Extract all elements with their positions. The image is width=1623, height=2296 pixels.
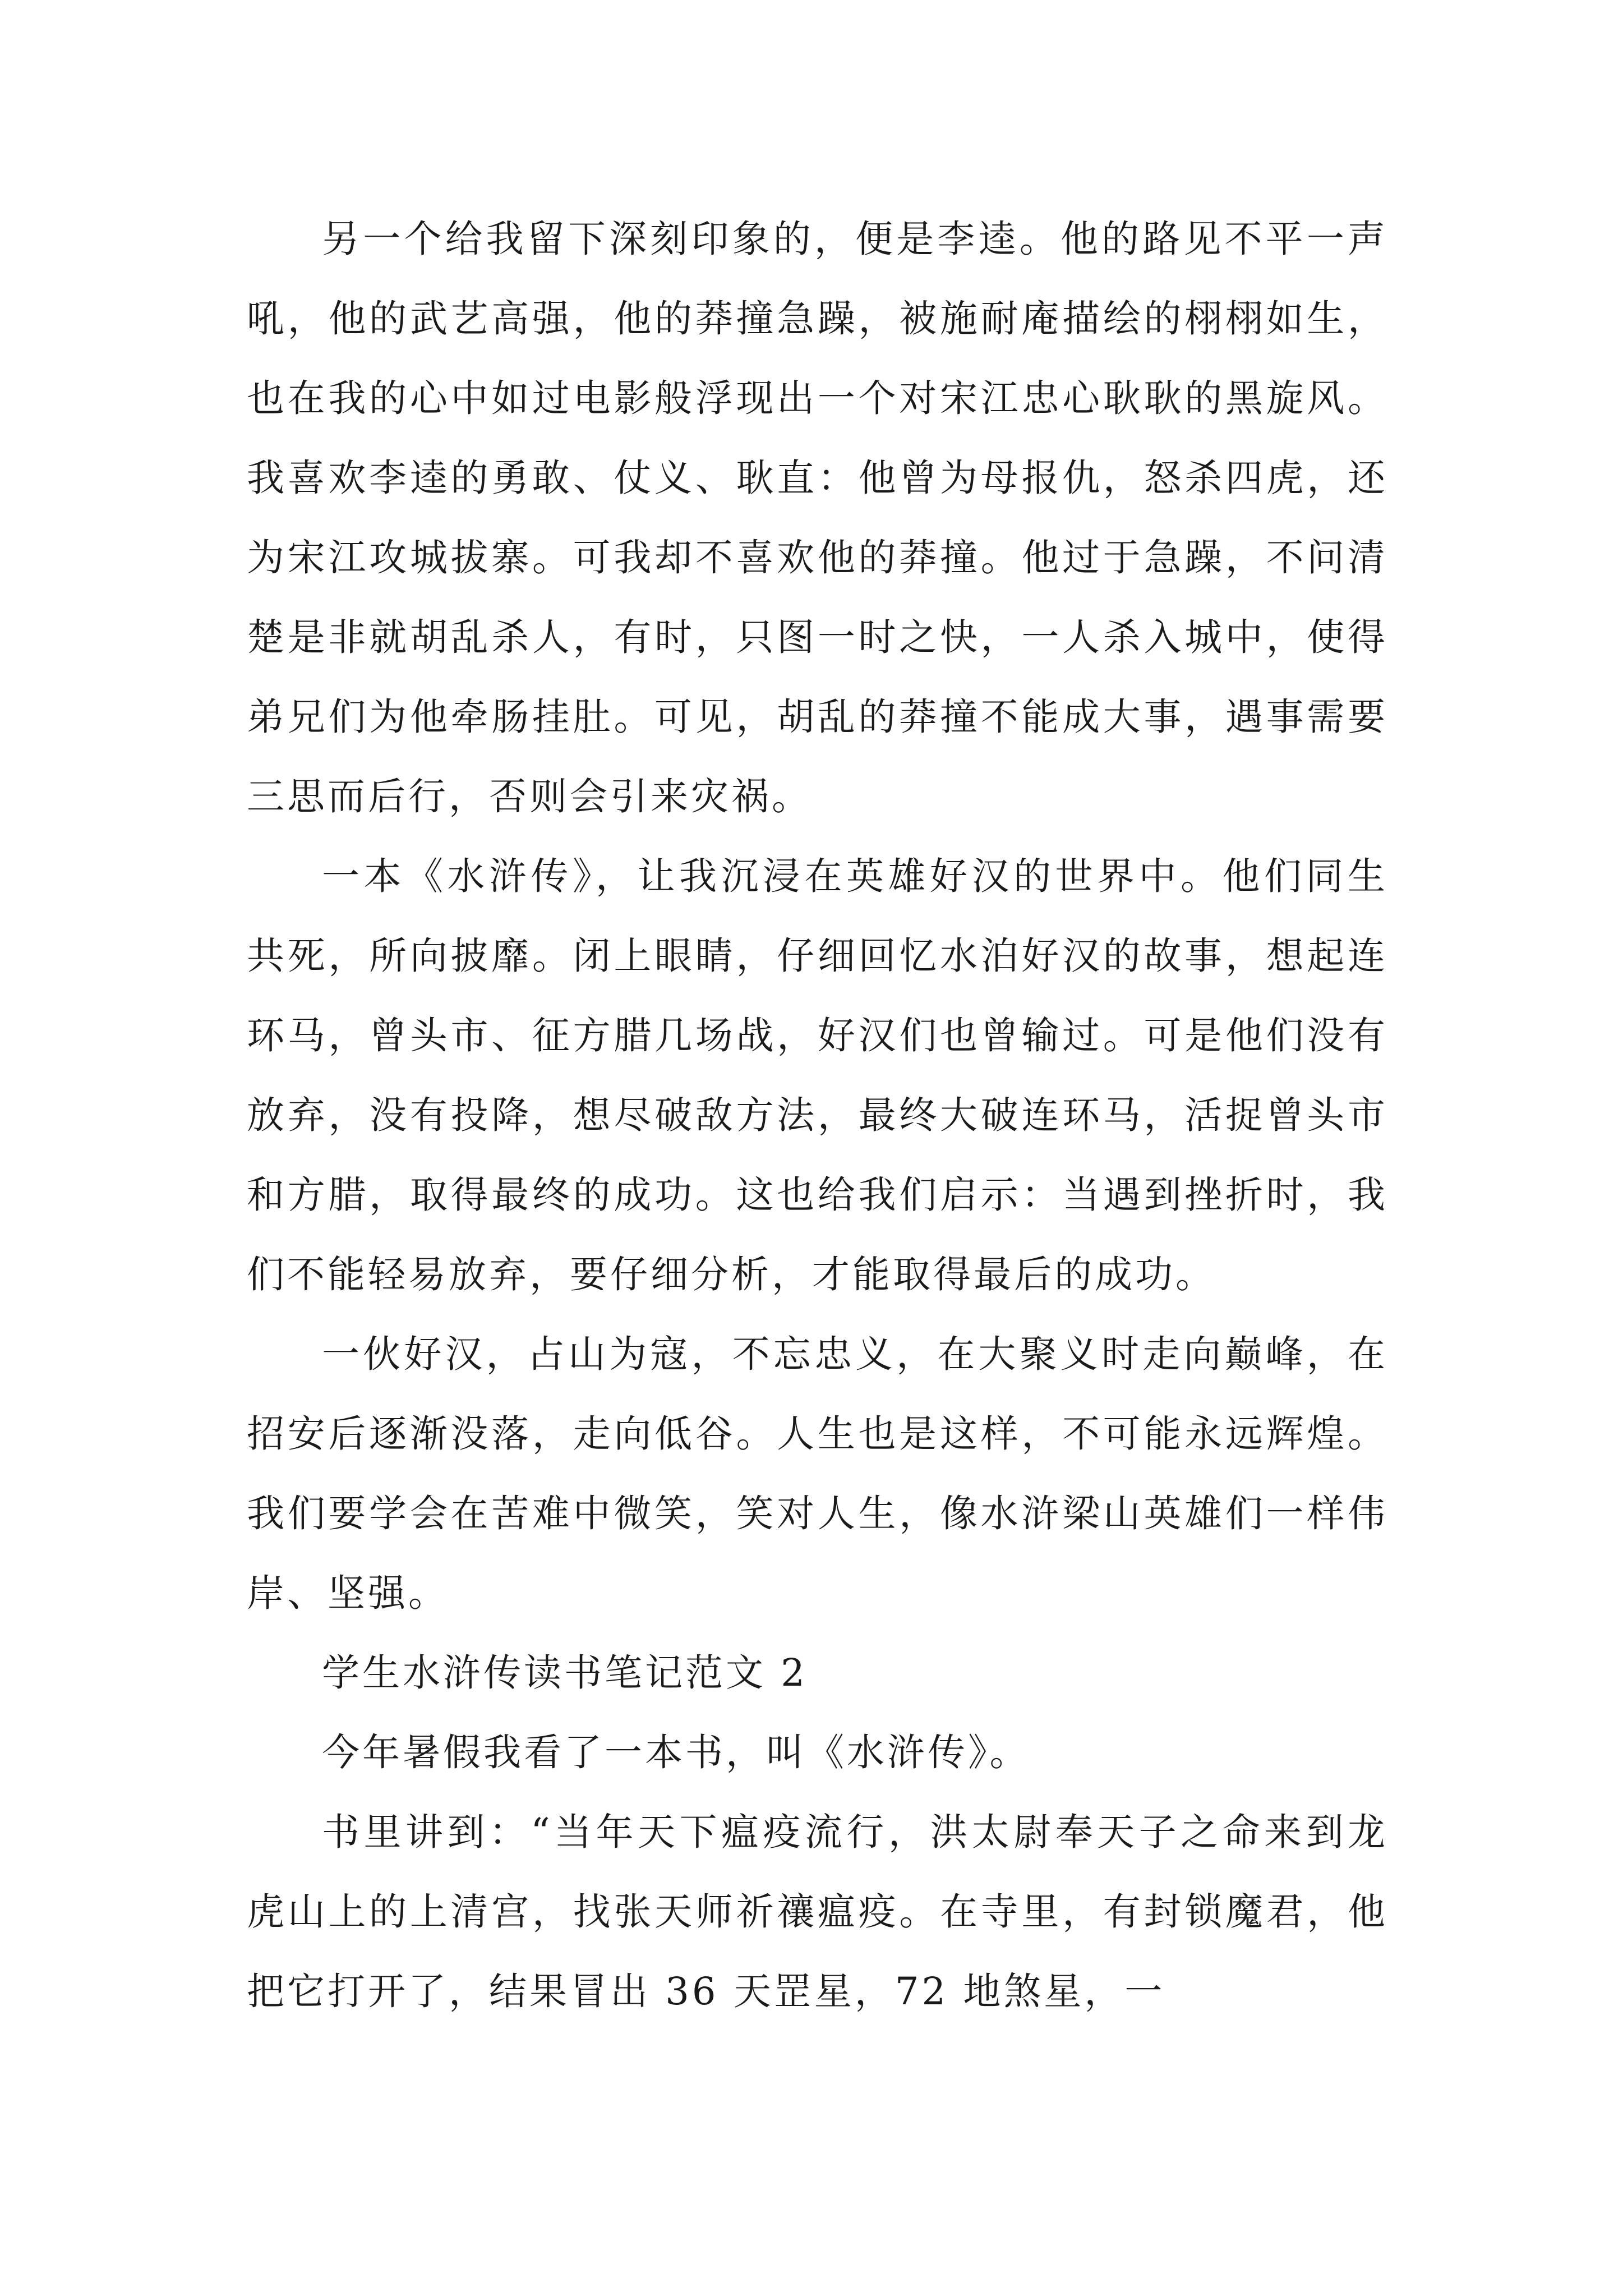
section-title: 学生水浒传读书笔记范文 2 — [322, 1651, 808, 1695]
paragraph-book-story: 书里讲到：“当年天下瘟疫流行，洪太尉奉天子之命来到龙虎山上的上清宫，找张天师祈禳瘟疫。在寺里，有封锁魔君，他把它打开了，结果冒出 36 天罡星，72 地煞星，一 — [247, 1810, 1388, 2013]
paragraph-summer-reading: 今年暑假我看了一本书，叫《水浒传》。 — [322, 1731, 1030, 1774]
paragraph-li-kui: 另一个给我留下深刻印象的，便是李逵。他的路见不平一声吼，他的武艺高强，他的莽撞急躁，被施耐庵描绘的栩栩如生，也在我的心中如过电影般浮现出一个对宋江忠心耿耿的黑旋风。我喜欢李逵的勇敢、仗义、耿直：他曾为母报仇，怒杀四虎，还为宋江攻城拔寨。可我却不喜欢他的莽撞。他过于急躁，不问清楚是非就胡乱杀人，有时，只图一时之快，一人杀入城中，使得弟兄们为他牵肠挂肚。可见，胡乱的莽撞不能成大事，遇事需要三思而后行，否则会引来灾祸。 — [247, 217, 1388, 818]
document-body — [247, 199, 1388, 2031]
paragraph-heroes-world: 一本《水浒传》，让我沉浸在英雄好汉的世界中。他们同生共死，所向披靡。闭上眼睛，仔细回忆水泊好汉的故事，想起连环马，曾头市、征方腊几场战，好汉们也曾输过。可是他们没有放弃，没有投降，想尽破敌方法，最终大破连环马，活捉曾头市和方腊，取得最终的成功。这也给我们启示：当遇到挫折时，我们不能轻易放弃，要仔细分析，才能取得最后的成功。 — [247, 854, 1388, 1296]
paragraph-life-lesson: 一伙好汉，占山为寇，不忘忠义，在大聚义时走向巅峰，在招安后逐渐没落，走向低谷。人生也是这样，不可能永远辉煌。我们要学会在苦难中微笑，笑对人生，像水浒梁山英雄们一样伟岸、坚强。 — [247, 1332, 1388, 1615]
